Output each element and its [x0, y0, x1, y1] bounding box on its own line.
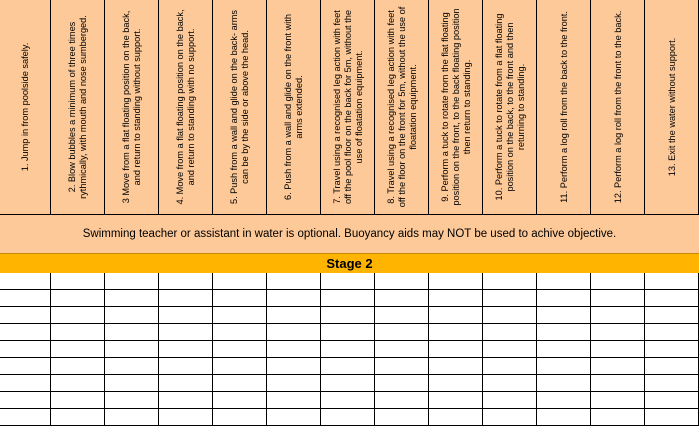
grid-cell[interactable]: [105, 273, 159, 290]
grid-cell[interactable]: [105, 307, 159, 324]
objective-header-4[interactable]: [159, 0, 213, 214]
grid-cell[interactable]: [267, 324, 321, 341]
grid-cell[interactable]: [483, 273, 537, 290]
grid-cell[interactable]: [0, 392, 51, 409]
grid-cell[interactable]: [537, 307, 591, 324]
grid-cell[interactable]: [0, 409, 51, 426]
grid-cell[interactable]: [159, 375, 213, 392]
objective-header-2[interactable]: [51, 0, 105, 214]
objective-text: 5. Push from a wall and glide on the back- arms can be by the side or above the head.: [229, 9, 250, 205]
grid-cell[interactable]: [591, 375, 645, 392]
grid-cell[interactable]: [267, 409, 321, 426]
grid-cell[interactable]: [537, 290, 591, 307]
grid-cell[interactable]: [213, 341, 267, 358]
grid-cell[interactable]: [645, 324, 699, 341]
grid-cell[interactable]: [591, 290, 645, 307]
grid-cell[interactable]: [159, 409, 213, 426]
grid-cell[interactable]: [51, 290, 105, 307]
grid-cell[interactable]: [591, 358, 645, 375]
grid-cell[interactable]: [267, 307, 321, 324]
grid-cell[interactable]: [375, 324, 429, 341]
grid-cell[interactable]: [267, 392, 321, 409]
grid-cell[interactable]: [375, 375, 429, 392]
grid-cell[interactable]: [159, 341, 213, 358]
grid-cell[interactable]: [645, 341, 699, 358]
grid-cell[interactable]: [267, 341, 321, 358]
grid-cell[interactable]: [321, 375, 375, 392]
grid-cell[interactable]: [537, 409, 591, 426]
grid-cell[interactable]: [483, 290, 537, 307]
grid-cell[interactable]: [537, 273, 591, 290]
grid-cell[interactable]: [0, 324, 51, 341]
grid-cell[interactable]: [213, 290, 267, 307]
grid-cell[interactable]: [51, 392, 105, 409]
grid-cell[interactable]: [105, 358, 159, 375]
grid-cell[interactable]: [645, 358, 699, 375]
grid-cell[interactable]: [429, 392, 483, 409]
stage-heading[interactable]: Stage 2: [0, 253, 699, 274]
objective-text: 11. Perform a log roll from the back to the front.: [558, 11, 569, 203]
grid-cell[interactable]: [213, 409, 267, 426]
instructions-note[interactable]: Swimming teacher or assistant in water is optional. Buoyancy aids may NOT be used to achive objective.: [0, 215, 699, 253]
grid-cell[interactable]: [591, 324, 645, 341]
grid-cell[interactable]: [51, 273, 105, 290]
grid-cell[interactable]: [537, 375, 591, 392]
objective-text: 3 Move from a flat floating position on the back, and return to standing without support.: [121, 10, 142, 204]
grid-cell[interactable]: [321, 409, 375, 426]
grid-cell[interactable]: [51, 307, 105, 324]
grid-cell[interactable]: [159, 324, 213, 341]
grid-cell[interactable]: [105, 341, 159, 358]
grid-cell[interactable]: [537, 358, 591, 375]
grid-cell[interactable]: [0, 341, 51, 358]
grid-cell[interactable]: [429, 307, 483, 324]
objective-text: 13. Exit the water without support.: [666, 37, 677, 177]
grid-cell[interactable]: [591, 341, 645, 358]
grid-cell[interactable]: [267, 273, 321, 290]
grid-cell[interactable]: [591, 409, 645, 426]
objective-text: 6. Push from a wall and glide on the front with arms extended.: [283, 14, 304, 200]
objective-header-11[interactable]: [537, 0, 591, 214]
grid-cell[interactable]: [213, 307, 267, 324]
objective-header-1[interactable]: [0, 0, 51, 214]
grid-cell[interactable]: [483, 358, 537, 375]
grid-cell[interactable]: [51, 409, 105, 426]
grid-cell[interactable]: [483, 341, 537, 358]
grid-cell[interactable]: [159, 290, 213, 307]
grid-cell[interactable]: [375, 358, 429, 375]
grid-cell[interactable]: [591, 307, 645, 324]
grid-cell[interactable]: [645, 409, 699, 426]
grid-cell[interactable]: [429, 409, 483, 426]
grid-cell[interactable]: [483, 375, 537, 392]
grid-cell[interactable]: [429, 273, 483, 290]
grid-cell[interactable]: [159, 307, 213, 324]
grid-cell[interactable]: [645, 392, 699, 409]
grid-cell[interactable]: [267, 375, 321, 392]
grid-cell[interactable]: [267, 290, 321, 307]
objective-text: 8. Travel using a recognised leg action with feet off the floor on the front for 5m, without the use of floatation equipment.: [385, 6, 418, 208]
objective-text: 10. Perform a tuck to rotate from a flat floating position on the back, to the front and then returning to standing.: [493, 13, 526, 201]
grid-cell[interactable]: [159, 273, 213, 290]
objective-header-6[interactable]: [267, 0, 321, 214]
objective-text: 12. Perform a log roll from the front to the back.: [612, 10, 623, 204]
objective-text: 9. Perform a tuck to rotate from the flat floating position on the front, to the back floating position then return to standing.: [439, 8, 472, 206]
grid-cell[interactable]: [375, 290, 429, 307]
grid-cell[interactable]: [645, 273, 699, 290]
grid-cell[interactable]: [0, 358, 51, 375]
grid-cell[interactable]: [267, 358, 321, 375]
objective-text: 4. Move from a flat floating position on the back, and return to standing with no support.: [175, 9, 196, 205]
grid-cell[interactable]: [537, 392, 591, 409]
grid-cell[interactable]: [537, 324, 591, 341]
grid-cell[interactable]: [0, 307, 51, 324]
grid-cell[interactable]: [429, 375, 483, 392]
grid-cell[interactable]: [321, 324, 375, 341]
objective-text: 1. Jump in from poolside safely.: [20, 42, 30, 172]
grid-cell[interactable]: [645, 375, 699, 392]
grid-cell[interactable]: [321, 273, 375, 290]
objective-header-8[interactable]: [375, 0, 429, 214]
grid-cell[interactable]: [483, 392, 537, 409]
grid-cell[interactable]: [645, 290, 699, 307]
grid-cell[interactable]: [429, 324, 483, 341]
objective-header-13[interactable]: [645, 0, 699, 214]
grid-cell[interactable]: [429, 358, 483, 375]
grid-cell[interactable]: [429, 290, 483, 307]
grid-cell[interactable]: [213, 392, 267, 409]
grid-cell[interactable]: [375, 409, 429, 426]
grid-cell[interactable]: [321, 341, 375, 358]
grid-cell[interactable]: [213, 375, 267, 392]
grid-cell[interactable]: [645, 307, 699, 324]
grid-cell[interactable]: [159, 358, 213, 375]
grid-cell[interactable]: [105, 392, 159, 409]
grid-cell[interactable]: [105, 324, 159, 341]
grid-cell[interactable]: [105, 375, 159, 392]
grid-cell[interactable]: [537, 341, 591, 358]
objective-header-10[interactable]: [483, 0, 537, 214]
objective-header-7[interactable]: [321, 0, 375, 214]
grid-cell[interactable]: [483, 409, 537, 426]
grid-cell[interactable]: [375, 307, 429, 324]
grid-cell[interactable]: [213, 273, 267, 290]
grid-cell[interactable]: [591, 392, 645, 409]
grid-cell[interactable]: [105, 409, 159, 426]
objective-header-5[interactable]: [213, 0, 267, 214]
assessment-grid: [0, 273, 699, 426]
grid-cell[interactable]: [0, 290, 51, 307]
grid-cell[interactable]: [213, 324, 267, 341]
objective-text: 2. Blow bubbles a minimum of three times rythmically, with mouth and nose sumberged.: [67, 15, 88, 199]
grid-cell[interactable]: [321, 392, 375, 409]
grid-cell[interactable]: [51, 358, 105, 375]
grid-cell[interactable]: [483, 307, 537, 324]
grid-cell[interactable]: [375, 392, 429, 409]
objective-text: 7. Travel using a recognised leg action with feet off the pool floor on the back for 5m, without the use of floatation equipment.: [331, 10, 364, 204]
grid-cell[interactable]: [0, 273, 51, 290]
grid-cell[interactable]: [321, 358, 375, 375]
grid-cell[interactable]: [51, 324, 105, 341]
grid-cell[interactable]: [321, 290, 375, 307]
grid-cell[interactable]: [51, 375, 105, 392]
grid-cell[interactable]: [591, 273, 645, 290]
grid-cell[interactable]: [159, 392, 213, 409]
grid-cell[interactable]: [375, 341, 429, 358]
grid-cell[interactable]: [429, 341, 483, 358]
objective-header-3[interactable]: [105, 0, 159, 214]
grid-cell[interactable]: [483, 324, 537, 341]
grid-cell[interactable]: [105, 290, 159, 307]
objective-header-12[interactable]: [591, 0, 645, 214]
grid-cell[interactable]: [213, 358, 267, 375]
grid-cell[interactable]: [375, 273, 429, 290]
objective-header-9[interactable]: [429, 0, 483, 214]
grid-cell[interactable]: [51, 341, 105, 358]
grid-cell[interactable]: [321, 307, 375, 324]
grid-cell[interactable]: [0, 375, 51, 392]
